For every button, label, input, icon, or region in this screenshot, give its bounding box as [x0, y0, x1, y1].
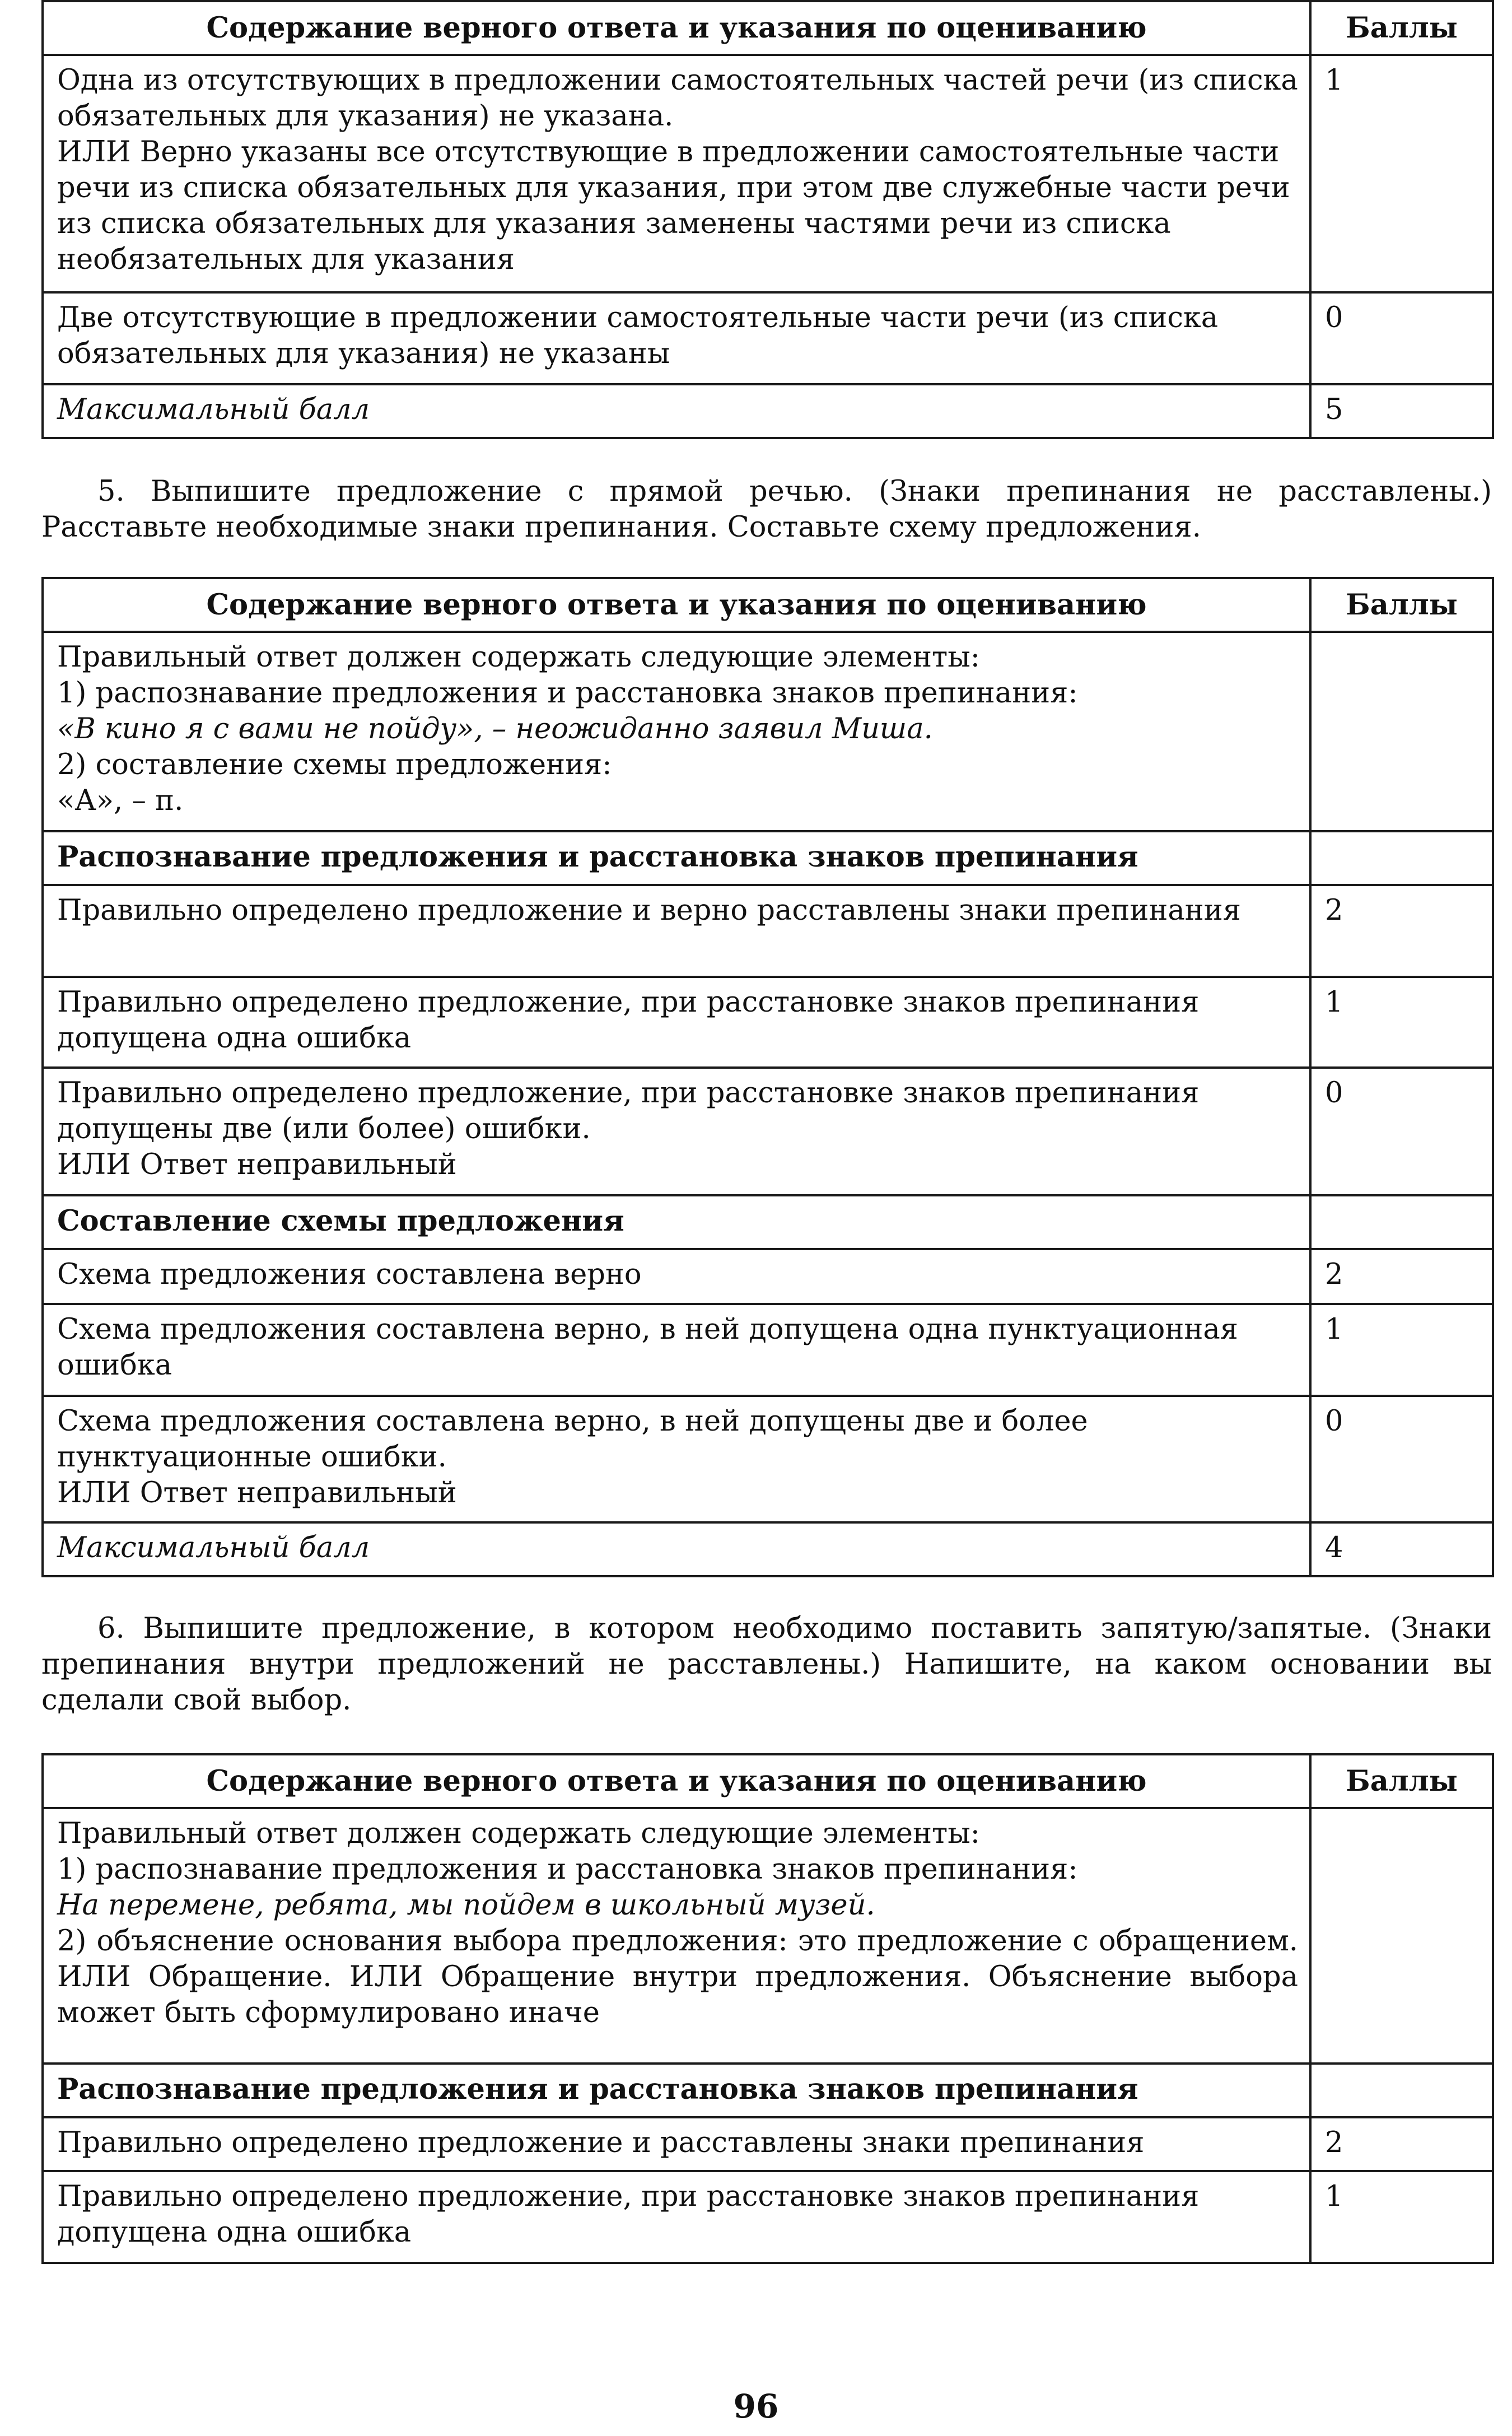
criterion-score: 1 [1310, 1304, 1493, 1396]
criterion-text: Правильно определено предложение, при расстановке знаков препинания допущена одна ошибка [43, 2171, 1310, 2263]
section-heading: Распознавание предложения и расстановка знаков препинания [43, 831, 1310, 885]
empty-score-cell [1310, 831, 1493, 885]
header-content: Содержание верного ответа и указания по оцениванию [43, 1754, 1310, 1808]
grading-table-task6 [41, 1753, 1494, 2264]
grading-table-task5 [41, 577, 1494, 1577]
criterion-text: Схема предложения составлена верно, в ней допущена одна пунктуационная ошибка [43, 1304, 1310, 1396]
criterion-score: 1 [1310, 977, 1493, 1068]
answer-elements [43, 1808, 1310, 2064]
criterion-text: Правильно определено предложение, при расстановке знаков препинания допущена одна ошибка [43, 977, 1310, 1068]
criterion-score: 2 [1310, 2117, 1493, 2171]
criterion-score: 1 [1310, 2171, 1493, 2263]
criterion-score: 2 [1310, 885, 1493, 977]
answer-intro-line: Правильный ответ должен содержать следующие элементы: [57, 641, 980, 674]
grading-table-task4 [41, 0, 1494, 439]
answer-explanation: 2) объяснение основания выбора предложения: это предложение с обращением. ИЛИ Обращение. ИЛИ Обращение внутри предложения. Объяснение выбора может быть сформулировано иначе [57, 1925, 1298, 2029]
task-5-statement: 5. Выпишите предложение с прямой речью. (Знаки препинания не расставлены.) Расставьте необходимые знаки препинания. Составьте схему предложения. [41, 475, 1492, 544]
criterion-score: 0 [1310, 292, 1493, 384]
criterion-text-span: Одна из отсутствующих в предложении самостоятельных частей речи (из списка обязательных для указания) не указана. ИЛИ Верно указаны все отсутствующие в предложении самостоятельные части речи из списка обязательных для указания, при этом две служебные части речи из списка обязательных для указания заменены частями речи из списка необязательных для указания [57, 64, 1298, 276]
header-points: Баллы [1310, 578, 1493, 632]
criterion-text [43, 55, 1310, 292]
task-6-statement: 6. Выпишите предложение, в котором необходимо поставить запятую/запятые. (Знаки препинания внутри предложений не расставлены.) Напишите, на каком основании вы сделали свой выбор. [41, 1612, 1492, 1717]
answer-intro-line: 1) распознавание предложения и расстановка знаков препинания: [57, 677, 1078, 710]
answer-sentence: На перемене, ребята, мы пойдем в школьный музей. [57, 1889, 875, 1922]
criterion-text [43, 1068, 1310, 1195]
empty-score-cell [1310, 1808, 1493, 2064]
answer-scheme: «А», – п. [57, 784, 184, 817]
answer-intro-line: 2) составление схемы предложения: [57, 748, 612, 781]
criterion-text [43, 1396, 1310, 1522]
answer-intro-line: 1) распознавание предложения и расстановка знаков препинания: [57, 1853, 1078, 1886]
max-score-value: 4 [1310, 1522, 1493, 1576]
criterion-score: 2 [1310, 1249, 1493, 1304]
answer-elements [43, 632, 1310, 831]
header-content: Содержание верного ответа и указания по оцениванию [43, 578, 1310, 632]
answer-sentence: «В кино я с вами не пойду», – неожиданно заявил Миша. [57, 712, 933, 746]
section-heading: Составление схемы предложения [43, 1195, 1310, 1249]
section-heading: Распознавание предложения и расстановка знаков препинания [43, 2064, 1310, 2117]
criterion-text: Схема предложения составлена верно [43, 1249, 1310, 1304]
criterion-score: 0 [1310, 1396, 1493, 1522]
header-points: Баллы [1310, 1, 1493, 55]
criterion-text [43, 292, 1310, 384]
header-points: Баллы [1310, 1754, 1493, 1808]
empty-score-cell [1310, 632, 1493, 831]
criterion-text-span: Две отсутствующие в предложении самостоятельные части речи (из списка обязательных для указания) не указаны [57, 301, 1219, 370]
header-content: Содержание верного ответа и указания по оцениванию [43, 1, 1310, 55]
criterion-score: 0 [1310, 1068, 1493, 1195]
criterion-text: Правильно определено предложение и верно расставлены знаки препинания [43, 885, 1310, 977]
criterion-text: Правильно определено предложение и расставлены знаки препинания [43, 2117, 1310, 2171]
criterion-text-span: Правильно определено предложение, при расстановке знаков препинания допущены две (или более) ошибки. ИЛИ Ответ неправильный [57, 1077, 1200, 1181]
criterion-score: 1 [1310, 55, 1493, 292]
criterion-text-span: Схема предложения составлена верно, в ней допущены две и более пунктуационные ошибки. ИЛИ Ответ неправильный [57, 1405, 1088, 1510]
max-score-label: Максимальный балл [43, 384, 1310, 438]
max-score-value: 5 [1310, 384, 1493, 438]
empty-score-cell [1310, 2064, 1493, 2117]
max-score-label: Максимальный балл [43, 1522, 1310, 1576]
answer-intro-line: Правильный ответ должен содержать следующие элементы: [57, 1817, 980, 1850]
page-number: 96 [733, 2387, 779, 2425]
empty-score-cell [1310, 1195, 1493, 1249]
